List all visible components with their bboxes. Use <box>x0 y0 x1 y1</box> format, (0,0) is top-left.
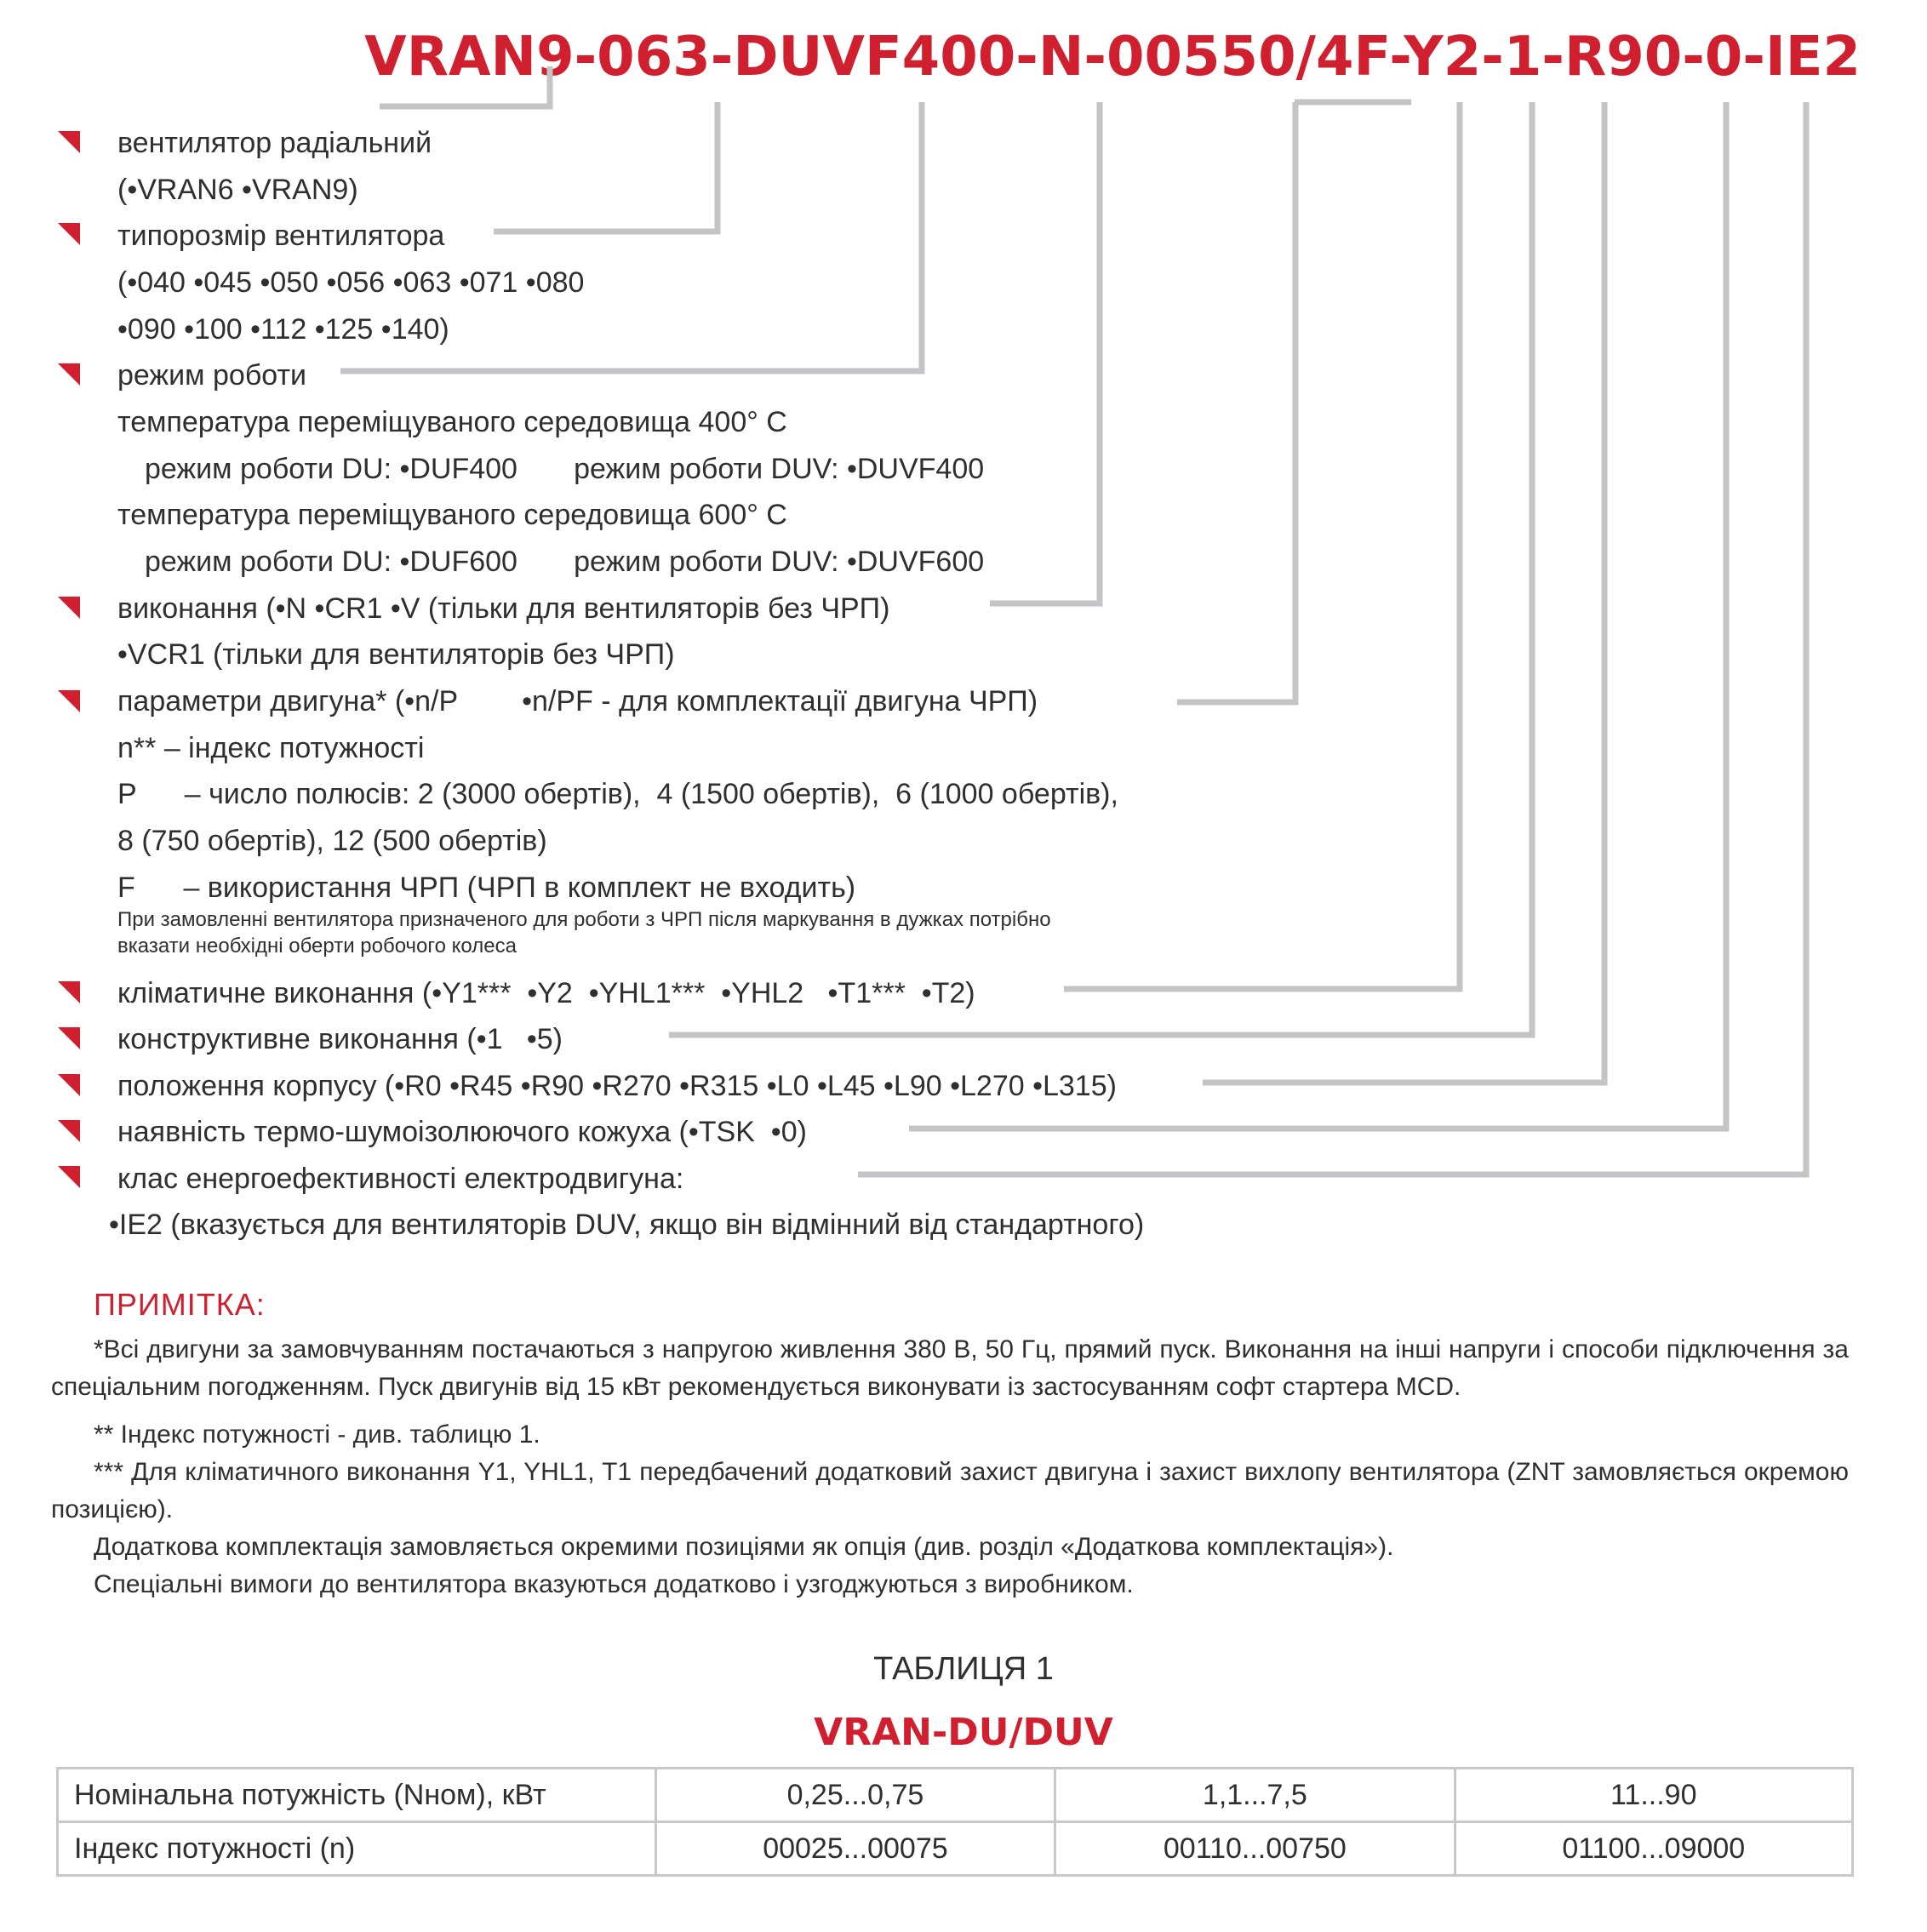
table-caption: ТАБЛИЦЯ 1 <box>873 1651 1054 1687</box>
red-triangle-bullet <box>58 1166 80 1188</box>
legend-line: конструктивне виконання (•1 •5) <box>117 1023 563 1055</box>
table-title: VRAN-DU/DUV <box>814 1711 1113 1754</box>
red-triangle-bullet <box>58 223 80 245</box>
red-triangle-bullet <box>58 131 80 153</box>
legend-line: P – число полюсів: 2 (3000 обертів), 4 (1500 обертів), 6 (1000 обертів), <box>117 778 1118 810</box>
note-title: ПРИМІТКА: <box>94 1287 266 1322</box>
legend-line: типорозмір вентилятора <box>117 220 445 252</box>
legend-line: температура переміщуваного середовища 600° С <box>117 499 787 531</box>
table-cell: 0,25...0,75 <box>655 1769 1055 1822</box>
legend-line: клас енергоефективності електродвигуна: <box>117 1163 684 1195</box>
legend-line: режим роботи DU: •DUF600 режим роботи DUV: •DUVF600 <box>145 546 985 578</box>
note-paragraph: ** Індекс потужності - див. таблицю 1. <box>94 1420 540 1449</box>
legend <box>58 0 1922 1260</box>
table-cell: 00110...00750 <box>1055 1822 1455 1876</box>
legend-line: 8 (750 обертів), 12 (500 обертів) <box>117 825 547 857</box>
red-triangle-bullet <box>58 597 80 619</box>
legend-line: •VCR1 (тільки для вентиляторів без ЧРП) <box>117 638 675 671</box>
note-paragraph: Додаткова комплектація замовляється окремими позиціями як опція (див. розділ «Додаткова комплектація»). <box>94 1533 1394 1561</box>
legend-line: виконання (•N •CR1 •V (тільки для вентиляторів без ЧРП) <box>117 592 890 625</box>
table-cell: 1,1...7,5 <box>1055 1769 1455 1822</box>
table-row <box>58 1769 1853 1822</box>
legend-line: режим роботи <box>117 359 307 392</box>
legend-line: (•040 •045 •050 •056 •063 •071 •080 <box>117 266 585 299</box>
table-row-label: Індекс потужності (n) <box>58 1822 656 1876</box>
red-triangle-bullet <box>58 690 80 712</box>
table-row <box>58 1822 1853 1876</box>
power-index-table <box>56 1767 1854 1877</box>
red-triangle-bullet <box>58 981 80 1003</box>
legend-note-line: При замовленні вентилятора призначеного для роботи з ЧРП після маркування в дужках потрібно <box>117 908 1051 931</box>
legend-line: •IE2 (вказується для вентиляторів DUV, якщо він відмінний від стандартного) <box>109 1209 1145 1241</box>
legend-line: положення корпусу (•R0 •R45 •R90 •R270 •R315 •L0 •L45 •L90 •L270 •L315) <box>117 1070 1117 1102</box>
legend-line: F – використання ЧРП (ЧРП в комплект не входить) <box>117 872 856 904</box>
legend-line: вентилятор радіальний <box>117 127 432 159</box>
note-paragraph: *** Для кліматичного виконання Y1, YHL1, T1 передбачений додатковий захист двигуна і захист вихлопу вентилятора (ZNT замовляється окремою позицією). <box>51 1458 1849 1523</box>
legend-line: режим роботи DU: •DUF400 режим роботи DUV: •DUVF400 <box>145 453 985 485</box>
legend-line: •090 •100 •112 •125 •140) <box>117 313 449 346</box>
legend-line: кліматичне виконання (•Y1*** •Y2 •YHL1*** •YHL2 •T1*** •T2) <box>117 977 975 1009</box>
legend-line: (•VRAN6 •VRAN9) <box>117 174 358 206</box>
table-cell: 00025...00075 <box>655 1822 1055 1876</box>
legend-line: параметри двигуна* (•n/P •n/PF - для комплектації двигуна ЧРП) <box>117 685 1038 717</box>
legend-line: n** – індекс потужності <box>117 732 425 764</box>
legend-line: наявність термо-шумоізолюючого кожуха (•TSK •0) <box>117 1116 807 1148</box>
model-code: VRAN9-063-DUVF400-N-00550/4F-Y2-1-R90-0-IE2 <box>364 26 1861 89</box>
table-row-label: Номінальна потужність (Nном), кВт <box>58 1769 656 1822</box>
table-cell: 01100...09000 <box>1455 1822 1852 1876</box>
red-triangle-bullet <box>58 1120 80 1142</box>
legend-note-line: вказати необхідні оберти робочого колеса <box>117 935 517 957</box>
table-cell: 11...90 <box>1455 1769 1852 1822</box>
red-triangle-bullet <box>58 363 80 386</box>
note-paragraph: *Всі двигуни за замовчуванням постачаються з напругою живлення 380 В, 50 Гц, прямий пуск. Виконання на інші напруги і способи підключення за спеціальним погодженням. Пуск двигунів від 15 кВт рекомендується виконувати із застосуванням софт стартера MCD. <box>51 1335 1849 1401</box>
red-triangle-bullet <box>58 1074 80 1096</box>
legend-line: температура переміщуваного середовища 400° С <box>117 406 787 438</box>
note-paragraph: Спеціальні вимоги до вентилятора вказуються додатково і узгоджуються з виробником. <box>94 1570 1134 1598</box>
red-triangle-bullet <box>58 1027 80 1049</box>
